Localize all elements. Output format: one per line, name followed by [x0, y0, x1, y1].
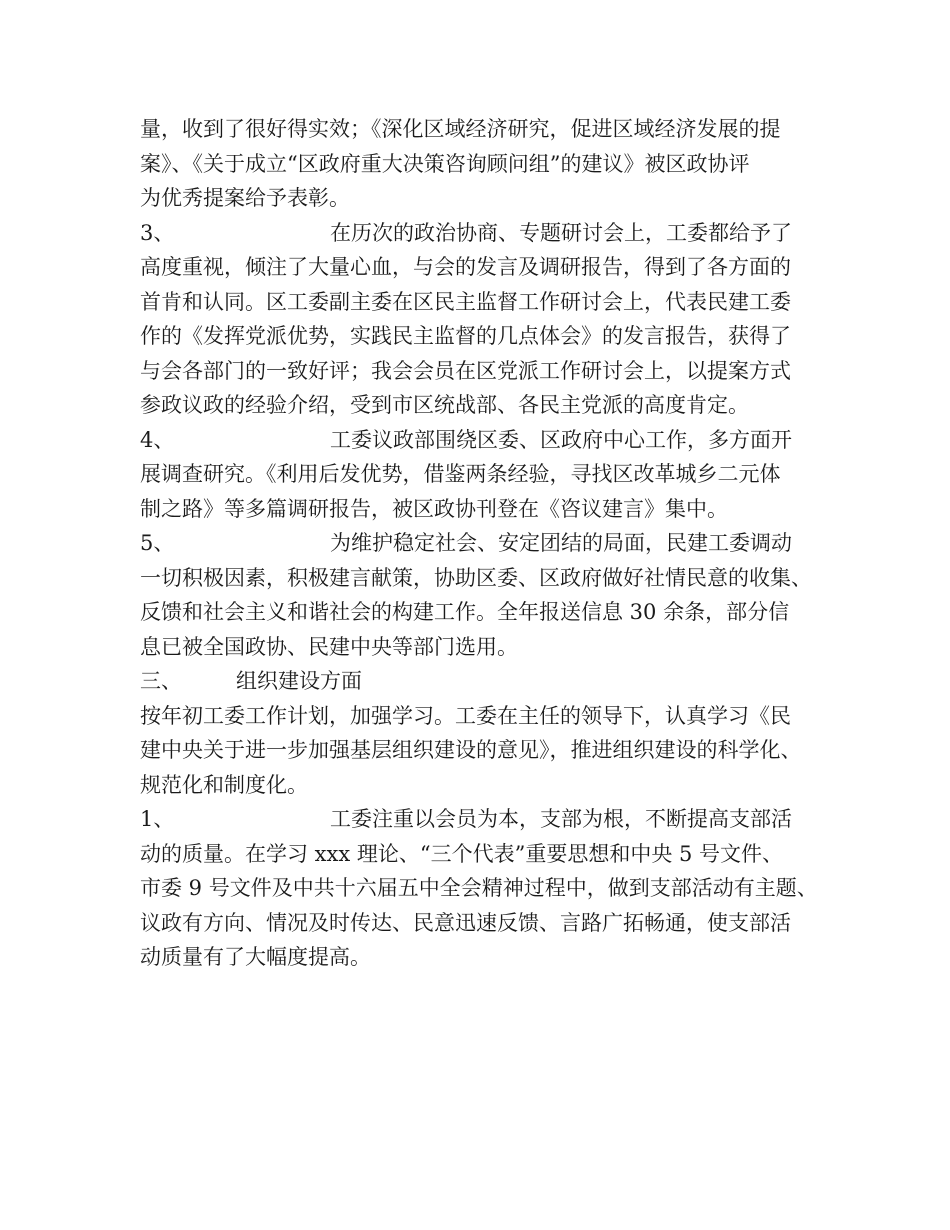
- line-text: 工委议政部围绕区委、区政府中心工作，多方面开: [330, 427, 792, 452]
- line-text: 在历次的政治协商、专题研讨会上，工委都给予了: [330, 220, 792, 245]
- line-text: 量，收到了很好得实效；《深化区域经济研究，促进区域经济发展的提: [140, 117, 781, 141]
- text-line: [140, 216, 820, 251]
- text-line: [140, 319, 820, 354]
- line-text: 反馈和社会主义和谐社会的构建工作。全年报送信息 30 余条，部分信: [140, 600, 790, 624]
- text-line: [140, 768, 820, 803]
- text-line: [140, 112, 820, 147]
- item-number: 3、: [140, 220, 175, 245]
- text-line: [140, 354, 820, 389]
- line-text: 动的质量。在学习 xxx 理论、“三个代表”重要思想和中央 5 号文件、: [140, 841, 784, 866]
- item-number: 1、: [140, 807, 175, 831]
- paragraph: [140, 802, 820, 975]
- line-text: 组织建设方面: [236, 669, 362, 693]
- paragraph: [140, 423, 820, 527]
- text-line: [140, 664, 820, 699]
- item-number: 5、: [140, 531, 175, 555]
- text-line: [140, 561, 820, 596]
- text-line: [140, 837, 820, 872]
- line-text: 动质量有了大幅度提高。: [140, 945, 371, 969]
- line-text: 制之路》等多篇调研报告，被区政协刊登在《咨议建言》集中。: [140, 496, 728, 521]
- paragraph: [140, 216, 820, 423]
- text-line: [140, 595, 820, 630]
- text-line: [140, 871, 820, 906]
- line-text: 息已被全国政协、民建中央等部门选用。: [140, 634, 518, 659]
- text-line: [140, 457, 820, 492]
- section-heading: [140, 664, 820, 699]
- text-line: [140, 630, 820, 665]
- line-text: 一切积极因素，积极建言献策，协助区委、区政府做好社情民意的收集、: [140, 565, 812, 590]
- text-line: [140, 285, 820, 320]
- paragraph: [140, 526, 820, 664]
- text-line: [140, 492, 820, 527]
- line-text: 与会各部门的一致好评；我会会员在区党派工作研讨会上，以提案方式: [140, 358, 791, 383]
- line-text: 案》、《关于成立“区政府重大决策咨询顾问组”的建议》被区政协评: [140, 151, 750, 176]
- line-text: 参政议政的经验介绍，受到市区统战部、各民主党派的高度肯定。: [140, 393, 749, 417]
- line-text: 为维护稳定社会、安定团结的局面，民建工委调动: [330, 531, 792, 555]
- text-line: [140, 526, 820, 561]
- text-line: [140, 733, 820, 768]
- line-text: 作的《发挥党派优势，实践民主监督的几点体会》的发言报告，获得了: [140, 324, 791, 348]
- paragraph: [140, 699, 820, 803]
- line-text: 为优秀提案给予表彰。: [140, 186, 350, 210]
- item-number: 三、: [140, 669, 182, 693]
- item-number: 4、: [140, 427, 175, 452]
- line-text: 议政有方向、情况及时传达、民意迅速反馈、言路广拓畅通，使支部活: [140, 910, 791, 935]
- text-line: [140, 250, 820, 285]
- text-line: [140, 423, 820, 458]
- text-line: [140, 147, 820, 182]
- line-text: 工委注重以会员为本，支部为根，不断提高支部活: [330, 807, 792, 831]
- text-line: [140, 940, 820, 975]
- text-line: [140, 181, 820, 216]
- line-text: 按年初工委工作计划，加强学习。工委在主任的领导下，认真学习《民: [140, 703, 791, 728]
- line-text: 建中央关于进一步加强基层组织建设的意见》，推进组织建设的科学化、: [140, 738, 802, 762]
- line-text: 高度重视，倾注了大量心血，与会的发言及调研报告，得到了各方面的: [140, 255, 791, 279]
- text-line: [140, 388, 820, 423]
- line-text: 展调查研究。《利用后发优势，借鉴两条经验，寻找区改革城乡二元体: [140, 462, 781, 486]
- paragraph: [140, 112, 820, 216]
- text-line: [140, 802, 820, 837]
- line-text: 市委 9 号文件及中共十六届五中全会精神过程中，做到支部活动有主题、: [140, 876, 818, 900]
- text-line: [140, 699, 820, 734]
- line-text: 首肯和认同。区工委副主委在区民主监督工作研讨会上，代表民建工委: [140, 289, 791, 314]
- text-line: [140, 906, 820, 941]
- line-text: 规范化和制度化。: [140, 772, 308, 797]
- document-body: [140, 112, 820, 975]
